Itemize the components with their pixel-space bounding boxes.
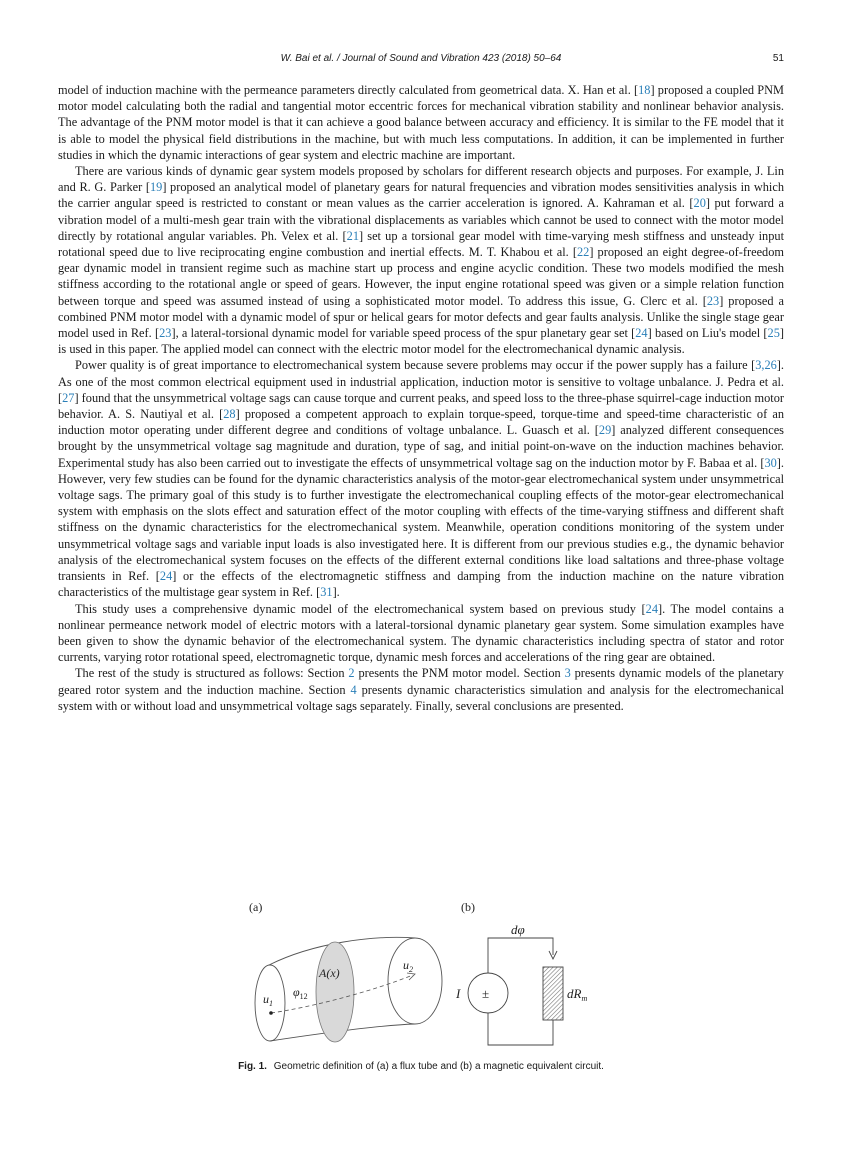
paragraph-text: ]. The model contains a nonlinear permeance network model of electric motors with a lateral-torsional dynamic planetary gear system. Some simulation examples have been given to show the dynamic behavior of the electromechanical system. The dynamic characteristics including spectra of stator and rotor currents, varying rotor rotational speed, electromagnetic torque, dynamic mesh forces and accelerations of the ring gear are obtained. [58,601,784,665]
citation-link[interactable]: 28 [223,407,236,422]
label-phi12: $\varphi_{12}$ [293,985,308,1001]
citation-link[interactable]: 25 [767,326,780,341]
paragraph-text: ] put forward a vibration model of a multi-mesh gear train with the vibrational displacements as variables which cannot be used to connect with the motor model directly by rotational angular variables. Ph. Velex et al. [ [58,196,784,243]
citation-link[interactable]: 3 [564,666,571,681]
paragraph-text: ] set up a torsional gear model with time-varying mesh stiffness and unsteady input rotational speed due to live reciprocating engine combustion and inertial effects. M. T. Khabou et al. [ [58,228,784,260]
citation-link[interactable]: 20 [693,196,706,211]
label-u2: $u_2$ [403,958,413,974]
paragraph-text: ] analyzed different consequences brought by the unsymmetrical voltage sag magnitude and duration, type of sag, and initial point-on-wave on the induction machines behavior. Experimental study has also been carried out to investigate the effects of unsymmetrical voltage sag on the induction motor by F. Babaa et al. [ [58,423,784,470]
paragraph [58,82,784,163]
label-u1: $u_1$ [263,992,273,1008]
label-a-x: A(x) [319,966,340,980]
label-drm: $dR_m$ [567,986,588,1003]
page-header [58,53,784,67]
paragraph-text: ] proposed a coupled PNM motor model calculating both the radial and tangential motor eccentric forces for mechanical vibration stability and nonlinear behavior analysis. The advantage of the PNM motor model is that it can achieve a good balance between accuracy and efficiency. It is similar to the FE model that it is able to model the physical field distributions in the machine, but with much less computations. In addition, it can be implemented in further studies in which the dynamic interactions of gear system and electric machine are important. [58,83,784,162]
citation-link[interactable]: 23 [706,293,720,308]
label-dphi: dφ [511,922,525,937]
paragraph-text: ]. However, very few studies can be found for the dynamic characteristics analysis of the motor-gear electromechanical system under unsymmetrical voltage sags. The primary goal of this study is to further investigate the electromechanical coupling effects of the motor-gear electromechanical system with emphasis on the slots effect and saturation effect of the motor coupling with effects of the time-varying stiffness and different shaft stiffness on the dynamic characteristics for the electromechanical system. Meanwhile, operation conditions monitoring of the system under unsymmetrical voltage sags and variable input loads is also investigated here. It is different from our previous studies e.g., the dynamic behavior analysis of the electromechanical system focuses on the effects of the different external conditions like load saltations and three-phase voltage transients in Ref. [ [58,455,784,584]
figure-1 [243,895,613,1055]
u1-point [269,1011,273,1015]
citation-link[interactable]: 27 [62,390,75,405]
panel-a-label: (a) [249,900,263,914]
citation-link[interactable]: 19 [149,180,163,195]
citation-link[interactable]: 24 [645,601,658,616]
citation-link[interactable]: 21 [346,228,359,243]
citation-link[interactable]: 4 [350,682,357,697]
paragraph-text: ] based on Liu's model [ [647,326,768,341]
paragraph-text: model of induction machine with the permeance parameters directly calculated from geometrical data. X. Han et al. [ [58,83,639,97]
figure-caption-label: Fig. 1. [238,1061,267,1072]
paragraph [58,163,784,357]
paragraph-text: presents the PNM motor model. Section [354,666,565,681]
citation-link[interactable]: 30 [764,455,777,470]
figure-1-drawing [243,895,613,1055]
paragraph-text: The rest of the study is structured as follows: Section [75,666,349,681]
figure-caption-text: Geometric definition of (a) a flux tube and (b) a magnetic equivalent circuit. [273,1061,604,1072]
paragraph-text: ] found that the unsymmetrical voltage sags can cause torque and current peaks, and speed loss to the three-phase squirrel-cage induction motor behavior. A. S. Nautiyal et al. [ [58,390,784,422]
label-current-i: I [456,986,461,1001]
panel-b-label: (b) [461,900,475,914]
page-number: 51 [772,53,784,64]
citation-link[interactable]: 24 [159,569,173,584]
citation-link[interactable]: 22 [576,245,590,260]
paragraph-text: This study uses a comprehensive dynamic model of the electromechanical system based on previous study [ [75,601,646,616]
source-sign: ± [482,986,490,1001]
paragraph-text: presents dynamic models of the planetary geared rotor system and the induction machine. Section [58,666,784,697]
running-head: W. Bai et al. / Journal of Sound and Vibration 423 (2018) 50–64 [280,53,562,64]
paragraph [58,665,784,714]
citation-link[interactable]: 24 [635,326,648,341]
paragraph-text: ]. [332,585,340,600]
citation-link[interactable]: 23 [159,326,172,341]
citation-link[interactable]: 3,26 [755,358,777,373]
cross-section-a [316,942,354,1042]
paragraph-text: ] proposed a combined PNM motor model with a dynamic model of spur or helical gears for motor defects and gear faults analysis. Unlike the single stage gear model used in Ref. [ [58,293,784,341]
citation-link[interactable]: 29 [598,423,612,438]
paragraph-text: ]. As one of the most common electrical equipment used in industrial application, induction motor is sensitive to voltage unbalance. J. Pedra et al. [ [58,358,784,405]
figure-caption [58,1061,784,1072]
paragraph [58,601,784,666]
reluctance-element [543,967,563,1020]
paragraph-text: ] or the effects of the electromagnetic stiffness and damping from the induction machine on the nature vibration characteristics of the multistage gear system in Ref. [ [58,569,784,600]
paragraph-text: ] proposed a competent approach to explain torque-speed, torque-time and speed-time characteristic of an induction motor operating under different degree and conditions of voltage unbalance. L. Guasch et al. [ [58,407,784,438]
citation-link[interactable]: 18 [638,83,651,97]
paragraph-text: ] proposed an eight degree-of-freedom gear dynamic model in transient regime such as machine start up process and engine acyclic condition. These two models modified the mesh stiffness according to the rotational angle or speed of gears. However, the input engine rotational speed was given or a simple relation function between torque and speed was assumed instead of using a sophisticated motor model. To address this issue, G. Clerc et al. [ [58,245,785,308]
body-text [58,82,784,714]
paragraph [58,357,784,600]
paragraph-text: ], a lateral-torsional dynamic model for variable speed process of the spur planetary gear set [ [171,326,636,341]
paragraph-text: presents dynamic characteristics simulation and analysis for the electromechanical system with or without load and unsymmetrical voltage sags separately. Finally, several conclusions are presented. [58,682,784,713]
paragraph-text: ] proposed an analytical model of planetary gears for natural frequencies and vibration modes sensitivities analysis in which the carrier angular speed is restricted to constant or mean values as the carrier acceleration is ignored. A. Kahraman et al. [ [58,180,784,211]
citation-link[interactable]: 2 [348,666,355,681]
paragraph-text: Power quality is of great importance to electromechanical system because severe problems may occur if the power supply has a failure [ [75,358,756,373]
paragraph-text: There are various kinds of dynamic gear system models proposed by scholars for different research objects and purposes. For example, J. Lin and R. G. Parker [ [58,164,784,195]
paragraph-text: ] is used in this paper. The applied model can connect with the electric motor model for the electromechanical dynamic analysis. [58,326,785,357]
citation-link[interactable]: 31 [320,585,333,600]
